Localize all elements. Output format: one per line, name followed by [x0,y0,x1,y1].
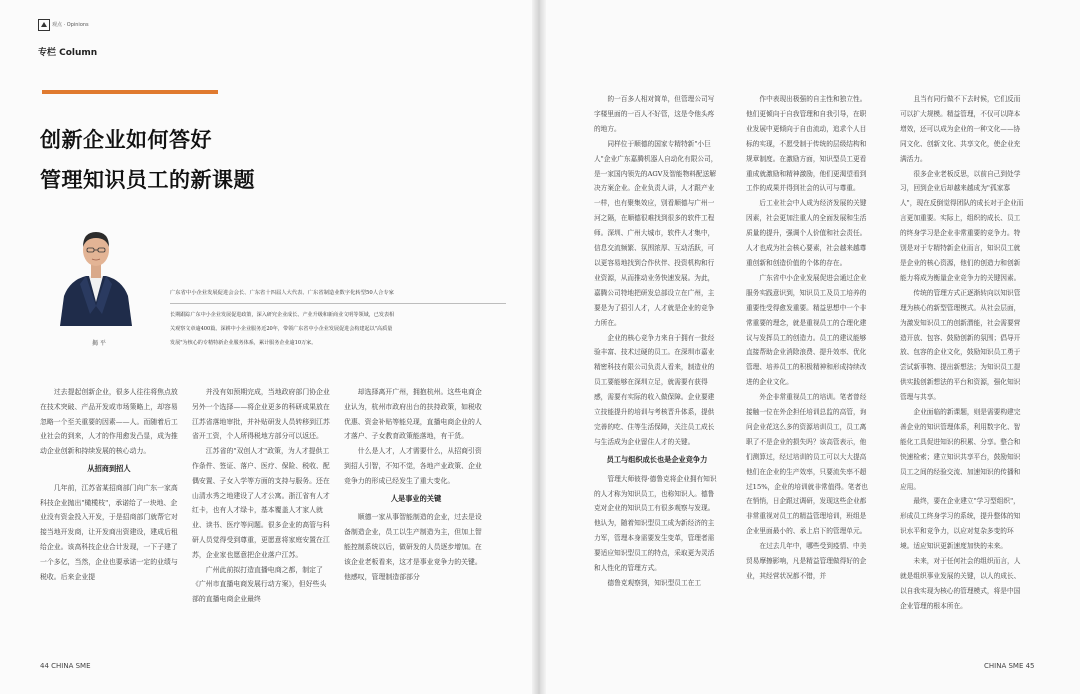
paragraph: 顺德一家从事智能制造的企业，过去是设备制造企业，员工以生产制造为主，但加上智能控制系统以后，做研发的人员逐步增加。在该企业老板看来，这才是事业竞争力的关键。他感叹，管理制造部部分 [344,513,482,581]
right-page [540,0,1080,694]
body-column-1 [40,385,178,584]
paragraph: 的一百多人相对简单，但管理公司写字楼里面的一百人不好管，这是令他头疼的地方。 [594,95,715,133]
subheading: 从招商到招人 [87,463,131,473]
column-logo-icon [38,19,50,31]
paragraph: 企业的核心竞争力来自于拥有一批经验丰富、技术过硬的员工。在深圳市嘉业精密科技有限公司负责人看来，制造业的员工要能够在深圳立足，就需要有获得感，需要有实际的收入做保障。企业要建立技能提升的培训与考核晋升体系，提供完善的吃、住等生活保障，关注员工成长与生活成为企业留住人才的关键。 [594,333,715,446]
subheading: 人是事业的关键 [390,493,442,503]
paragraph: 过去提起创新企业，很多人往往将焦点放在技术突破、产品开发或市场策略上，却容易忽略一个至关重要的因素——人。而随着后工业社会的到来，人才的作用愈发凸显，成为推动企业创新和持续发展的核心动力。 [40,388,178,456]
paragraph: 管理大师彼得·德鲁克将企业拥有知识的人才称为知识员工，也称知识人。德鲁克对企业的知识员工有很多观察与发现。他认为，随着知识型员工成为新经济的主力军，管理本身需要发生变革，管理者需要适应知识型员工的特点，采取更为灵活和人性化的管理方式。 [594,474,717,573]
author-affiliation: 广东省中小企业发展促进会会长、广东省十四届人大代表、广东省制造业数字化转型50人合专家 [170,290,394,296]
paragraph: 很多企业老板反思，以前自己到处学习，回到企业后却越来越成为"孤家寡人"，现在反倒觉得团队的成长对于企业而言更加重要。实际上，组织的成长、员工的终身学习是企业非常重要的竞争力。特别是对于专精特新企业而言，知识员工就是企业的核心资源，他们的创造力和创新能力将成为衡量企业竞争力的关键因素。 [900,169,1024,282]
page-gutter [532,0,546,694]
paragraph: 却选择离开广州，拥抱杭州。这些电商企业认为，杭州市政府出台的扶持政策，如税收优惠、资金补贴等能兑现，直播电商企业的人才落户、子女教育政策能落地，有干货。 [344,388,482,441]
paragraph: 传统的管理方式正逐渐转向以知识管理为核心的新型管理模式。从社会层面，为激发知识员工的创新潜能，社会需要营造开放、包容、鼓励创新的氛围；倡导开放、包容的企业文化，鼓励知识员工勇于尝试新事物、提出新想法；为知识员工提供实践创新想法的平台和资源，强化知识管理与共享。 [900,288,1021,402]
section-title: 专栏 Column [38,48,98,58]
author-bio-line-1: 长期跟踪广东中小企业发展促进政策，深入研究企业成长、产业升级和新商业文明等领域，已发表相 [170,312,395,318]
paragraph: 最终，要在企业建立"学习型组织"，形成员工终身学习的系统，提升整体的知识水平和竞争力，以应对复杂多变的环境。适应知识更新速度加快的未来。 [900,497,1021,551]
paragraph: 广州此前拟打造直播电商之都，制定了《广州市直播电商发展行动方案》，但好些头部的直播电商企业最终 [192,565,327,604]
author-name: 揭 平 [92,340,106,347]
accent-rule [42,90,218,94]
paragraph: 德鲁克观察到，知识型员工在工 [607,579,702,587]
body-column-3 [344,385,488,584]
paragraph: 广东省中小企业发展促进会通过企业服务实践意识到，知识员工及员工培养的重要性受得愈发重要。精益思想中一个非常重要的理念，就是重视员工的合理化建议与发挥员工的创造力。员工的建议能够直接帮助企业消除浪费、提升效率、优化管理、培养员工的积极精神和形成持续改进的企业文化。 [746,273,867,387]
paragraph: 且当有同行做不下去时候，它们反而可以扩大规模。精益管理，不仅可以降本增效，还可以成为企业的一种文化——协同文化、创新文化、共享文化，使企业充满活力。 [900,95,1021,163]
body-column-2 [192,385,330,607]
paragraph: 在过去几年中，哪些受到疫情、中美贸易摩擦影响，凡是精益管理做得好的企业，其经营状况都不错，并 [746,542,867,580]
paragraph: 作中表现出极强的自主性和独立性。他们更倾向于自我管理和自我引导，在职业发展中更倾向于自由流动，追求个人目标的实现，不愿受制于传统的层级结构和规章制度。在激励方面，知识型员工更看重成就激励和精神激励，他们更渴望看到工作的成果并得到社会的认可与尊重。 [746,95,867,193]
paragraph: 同样位于顺德的国家专精特新"小巨人"企业广东嘉腾机器人自动化有限公司，是一家国内领先的AGV及智能物料配送解决方案企业。企业负责人讲，人才跟产业一样，也有聚集效应，别看顺德与广州一河之隔，在顺德很难找到很多的软件工程师。深圳、广州大城市，软件人才集中，信息交流频繁、氛围浓厚、互动活跃，可以更容易地找到合作伙伴、投资机构和行业资源，从而推动业务快速发展。为此，嘉腾公司特地把研发总部设立在广州，主要是为了招引人才，人才就是企业的竞争力所在。 [594,139,718,327]
paragraph: 企业面临的新课题，则是需要构建完善企业的知识管理体系，利用数字化、智能化工具促进知识的积累、分享。整合和快速检索；建立知识共享平台，鼓励知识员工之间的经验交流、加速知识的传播和应用。 [900,408,1021,491]
article-title-line-1: 创新企业如何答好 [40,128,212,152]
body-column-5 [746,92,870,584]
section-label: 观点 · Opinions [52,22,89,28]
author-portrait [56,214,136,326]
subheading: 员工与组织成长也是企业竞争力 [606,454,708,464]
body-column-4 [594,92,720,591]
page-number-left: 44 CHINA SME [40,662,91,670]
page-number-right: CHINA SME 45 [984,662,1035,670]
left-page [0,0,538,694]
paragraph: 后工业社会中人成为经济发展的关键因素，社会更加注重人的全面发展和生活质量的提升，强调个人价值和社会责任。人才也成为社会核心要素，社会越来越尊重创新和创造价值的个体的存在。 [746,199,867,267]
body-column-6 [900,92,1026,614]
paragraph: 什么是人才，人才需要什么，从招商引资到招人引智，不知不觉，各地产业政策、企业竞争力的形成已经发生了重大变化。 [344,447,482,485]
paragraph: 江苏省的"双创人才"政策，为人才提供工作条件、签证、落户、医疗、保险、税收、配偶安置、子女入学等方面的支持与服务。还在山清水秀之地建设了人才公寓。浙江省有人才红卡，也有人才绿卡，基本覆盖人才家人就业、读书、医疗等问题。很多企业的高管与科研人员觉得受到尊重，更愿意将家庭安置在江苏，企业家也愿意把企业落户江苏。 [192,447,330,559]
article-title-line-2: 管理知识员工的新课题 [40,168,255,192]
paragraph: 外企非常重视员工的培训。笔者曾经接触一位在外企担任培训总监的高管，询问企业花这么多的资源培训员工，员工离职了不是企业的损失吗？该高管表示，他们测算过，经过培训的员工可以大大提高他们在企业的生产效率，只要流失率不超过15%，企业的培训就非常值得。笔者也在悄悄，日企跟过调研，发现这些企业都非常重视对员工的精益管理培训，班组是企业里面最小的、承上启下的管理单元。 [746,393,868,536]
paragraph: 并没有如预期完成，当地政府部门协企业另外一个选择——将企业更多的科研成果放在江苏省落地审批，并补贴研发人员转移到江苏省开工资，个人所得税地方部分可以返还。 [192,388,330,441]
author-bio-line-3: 发展"为核心的专精特新企业服务体系，累计服务企业逾10万家。 [170,340,317,346]
affiliation-divider [170,303,506,304]
paragraph: 未来，对于任何社会的组织而言，人就是组织事业发展的关键，以人的成长、以自我实现为核心的管理模式，将是中国企业管理的根本所在。 [900,557,1021,610]
paragraph: 几年前，江苏省某招商部门向广东一家高科技企业抛出"橄榄枝"，承诺给了一块地、企业没有资金投入开发，于是招商部门就帮它对接当地开发商，让开发商出资建设，建成后租给企业。该高科技企业合计发现，一下子建了一个多亿，当然，企业也要承诺一定的业绩与税收。后来企业提 [40,483,178,581]
author-bio-line-2: 关观察文章逾400篇。深耕中小企业服务近20年，带领广东省中小企业发展促进会构建起以"高质量 [170,326,393,332]
